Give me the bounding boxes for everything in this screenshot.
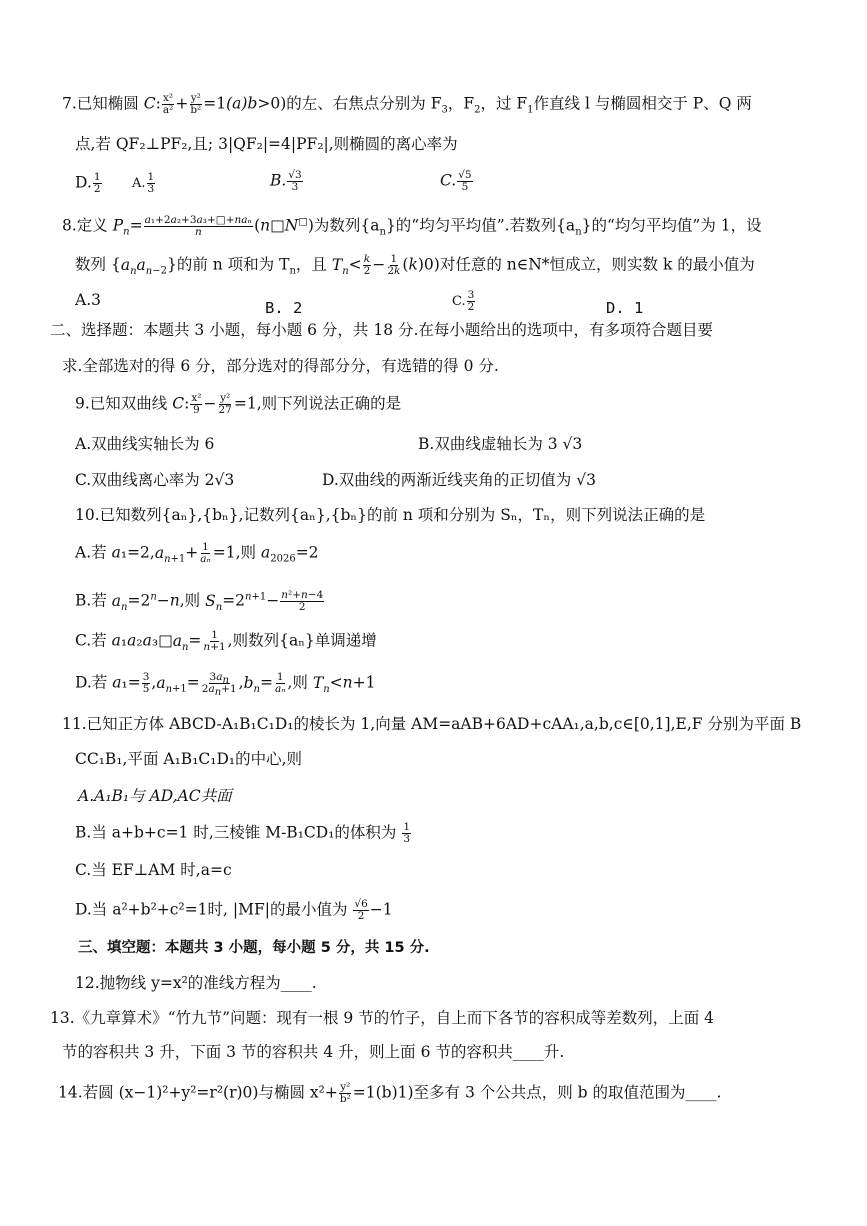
q7-option-a: A. $\frac{1}{3}$ <box>132 171 155 195</box>
q9-stem: 9.已知双曲线 C: $\frac{\text{x²}}{9}$ − $\frac{\text{y²}}{27}$ =1,则下列说法正确的是 <box>75 392 402 416</box>
q8-line1: 8.定义 $P_n=$ $\frac{\text{a₁+2a₂+3a₃+□+naₙ}}{n}$ (n□N□)为数列$\{a_n\}$的“均匀平均值”.若数列$\{a_n\}$的“均匀平均值”为 1，设 <box>62 214 762 238</box>
q7-option-b: B. $\frac{√3}{3}$ <box>270 169 302 193</box>
q11-option-a: A.A₁B₁与 AD,AC共面 <box>78 787 232 805</box>
q11-option-b: B.当 a+b+c=1 时,三棱锥 M-B₁CD₁的体积为 $\frac{1}{3}$ <box>75 821 411 845</box>
q8-option-c: C. $\frac{3}{2}$ <box>452 289 475 313</box>
q10-option-d: D.若 a₁= $\frac{3}{5}$ $,a_{n+1}=$ $\frac{3a_n}{2a_n+1}$ $,b_n=$ $\frac{1}{\text{aₙ}}$ ,则 $T_n<n+1$ <box>75 671 376 699</box>
q8-option-b: B. 2 <box>265 299 303 317</box>
q8-line2: 数列 $\{a_na_{n-2}\}$的前 n 项和为 $T_n$，且 $T_n<$ $\frac{k}{2}$ − $\frac{1}{2k}$ (k)0)对任意的 n∈N*恒成立，则实数 k 的最小值为 <box>75 253 755 277</box>
q11-line2: CC₁B₁,平面 A₁B₁C₁D₁的中心,则 <box>75 750 303 768</box>
q7-line2: 点,若 QF₂⊥PF₂,且; 3|QF₂|=4|PF₂|,则椭圆的离心率为 <box>75 135 458 153</box>
q11-option-d: D.当 a²+b²+c²=1时, |MF|的最小值为 $\frac{√6}{2}$ −1 <box>75 898 393 922</box>
section2-line1: 二、选择题：本题共 3 小题，每小题 6 分，共 18 分.在每小题给出的选项中，有多项符合题目要 <box>50 321 713 339</box>
q7-option-c: C. $\frac{√5}{5}$ <box>440 169 472 193</box>
section2-line2: 求.全部选对的得 6 分，部分选对的得部分分，有选错的得 0 分. <box>62 357 499 375</box>
q10-option-b: B.若 $a_n=2^n-n$,则 $S_n=2^{n+1}-$ $\frac{\text{n²+n−4}}{2}$ <box>75 589 324 613</box>
q11-line1: 11.已知正方体 ABCD-A₁B₁C₁D₁的棱长为 1,向量 AM=aAB+6AD+cAA₁,a,b,c∈[0,1],E,F 分别为平面 B <box>62 715 802 733</box>
q13-line2: 节的容积共 3 升，下面 3 节的容积共 4 升，则上面 6 节的容积共____升. <box>62 1043 565 1061</box>
q11-option-c: C.当 EF⊥AM 时,a=c <box>75 861 232 879</box>
q9-option-d: D.双曲线的两渐近线夹角的正切值为 √3 <box>322 471 596 489</box>
q8-option-a: A.3 <box>75 291 101 309</box>
q9-option-c: C.双曲线离心率为 2√3 <box>75 471 235 489</box>
q9-option-a: A.双曲线实轴长为 6 <box>75 435 215 453</box>
section3-title: 三、填空题：本题共 3 小题，每小题 5 分，共 15 分. <box>78 940 430 956</box>
q13-line1: 13.《九章算术》“竹九节”问题：现有一根 9 节的竹子，自上而下各节的容积成等差数列，上面 4 <box>50 1009 715 1027</box>
q10-option-c: C.若 $a_1a_2a_3□a_n=$ $\frac{1}{n+1}$ ,则数列{aₙ}单调递增 <box>75 629 377 653</box>
q14-text: 14.若圆 (x−1)²+y²=r²(r)0)与椭圆 x²+ $\frac{\text{y²}}{\text{b²}}$ =1(b)1)至多有 3 个公共点，则 b 的取值范围为____. <box>58 1081 722 1105</box>
q7-option-d: D. $\frac{1}{2}$ <box>75 171 101 195</box>
q8-option-d: D. 1 <box>606 299 644 317</box>
q12-text: 12.抛物线 y=x²的准线方程为____. <box>75 974 317 992</box>
q9-option-b: B.双曲线虚轴长为 3 √3 <box>418 435 583 453</box>
q10-option-a: A.若 $a_1=2,a_{n+1}+$ $\frac{1}{\text{aₙ}}$ =1,则 $a_{2026}=2$ <box>75 541 319 565</box>
q7-line1: 7.已知椭圆 C: $\frac{\text{x²}}{\text{a²}}$ + $\frac{\text{y²}}{\text{b²}}$ =1(a)b>0)的左、右焦点分别为 $F_3$，$F_2$，过 $F_1$作直线 l 与椭圆相交于 P、Q 两 <box>62 92 752 116</box>
q10-stem: 10.已知数列{aₙ},{bₙ},记数列{aₙ},{bₙ}的前 n 项和分别为 Sₙ，Tₙ，则下列说法正确的是 <box>75 506 706 524</box>
